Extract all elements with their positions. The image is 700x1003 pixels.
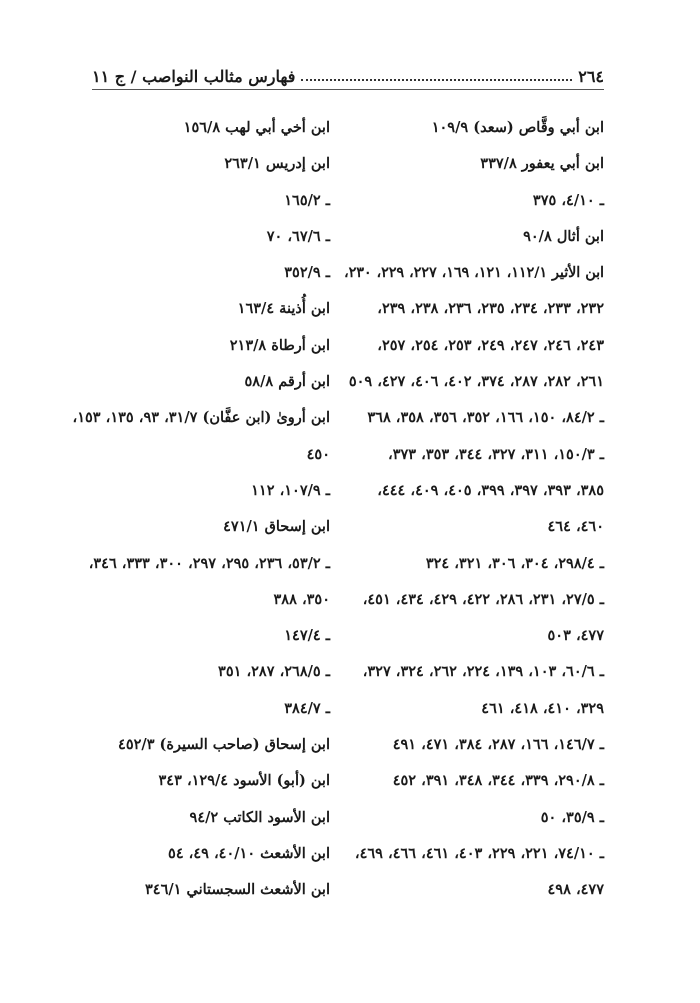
index-line: ـ ٢٩٠/٨، ٣٣٩، ٣٤٤، ٣٤٨، ٣٩١، ٤٥٢ xyxy=(392,772,604,790)
index-line: ـ ٥٣/٢، ٢٣٦، ٢٩٥، ٢٩٧، ٣٠٠، ٣٣٣، ٣٤٦، xyxy=(88,554,330,572)
index-line: ابن أخي أبي لهب ١٥٦/٨ xyxy=(183,119,330,136)
index-line: ـ ٢٦٨/٥، ٢٨٧، ٣٥١ xyxy=(218,663,330,681)
header-rule xyxy=(92,89,604,90)
index-line: ابن إسحاق (صاحب السيرة) ٤٥٢/٣ xyxy=(118,736,330,754)
index-line: ـ ١٤٦/٧، ١٦٦، ٢٨٧، ٣٨٤، ٤٧١، ٤٩١ xyxy=(392,736,604,754)
index-line: ابن إدريس ٢٦٣/١ xyxy=(224,155,330,173)
index-line: ابن (أبو) الأسود ١٢٩/٤، ٣٤٣ xyxy=(158,772,330,790)
dotted-leader xyxy=(301,79,572,81)
index-line: ابن الأشعث ٤٠/١٠، ٤٩، ٥٤ xyxy=(168,844,330,862)
page-header xyxy=(92,60,604,86)
index-line: ٤٧٧، ٥٠٣ xyxy=(547,627,604,645)
index-line: ـ ٦٠/٦، ١٠٣، ١٣٩، ٢٢٤، ٢٦٢، ٣٢٤، ٣٢٧، xyxy=(362,663,604,681)
index-line: ـ ٧٤/١٠، ٢٢١، ٢٢٩، ٤٠٣، ٤٦١، ٤٦٦، ٤٦٩، xyxy=(354,844,604,862)
index-line: ـ ٦٧/٦، ٧٠ xyxy=(266,227,330,245)
index-line: ـ ١٦٥/٢ xyxy=(284,191,330,209)
index-line: ـ ١٤٧/٤ xyxy=(284,627,330,645)
index-line: ـ ١٥٠/٣، ٣١١، ٣٢٧، ٣٤٤، ٣٥٣، ٣٧٣، xyxy=(388,445,604,463)
index-line: ٤٥٠ xyxy=(306,445,330,463)
index-column-left xyxy=(70,110,330,909)
index-line: ابن أبي يعفور ٣٣٧/٨ xyxy=(480,155,604,173)
index-line: ـ ٢٩٨/٤، ٣٠٤، ٣٠٦، ٣٢١، ٣٢٤ xyxy=(425,554,604,572)
index-line: ـ ٣٥٢/٩ xyxy=(284,264,330,282)
index-line: ابن الأثير ١١٢/١، ١٢١، ١٦٩، ٢٢٧، ٢٢٩، ٢٣٠، xyxy=(343,265,604,282)
index-line: ٣٨٥، ٣٩٣، ٣٩٧، ٣٩٩، ٤٠٥، ٤٠٩، ٤٤٤، xyxy=(377,481,604,499)
index-line: ابن أرقم ٥٨/٨ xyxy=(244,373,330,391)
page-number: ٢٦٤ xyxy=(578,67,604,86)
index-line: ابن الأسود الكاتب ٩٤/٢ xyxy=(189,808,330,826)
index-column-right xyxy=(344,110,604,909)
index-line: ـ ٨٤/٢، ١٥٠، ١٦٦، ٣٥٢، ٣٥٦، ٣٥٨، ٣٦٨ xyxy=(367,409,604,427)
index-line: ابن أرطاة ٢١٣/٨ xyxy=(229,336,330,354)
index-line: ابن أروىٰ (ابن عفَّان) ٣١/٧، ٩٣، ١٣٥، ١٥٣، xyxy=(72,409,330,427)
index-line: ابن أثال ٩٠/٨ xyxy=(523,227,604,245)
running-title: فهارس مثالب النواصب / ج ١١ xyxy=(92,67,296,86)
index-line: ـ ٤/١٠، ٣٧٥ xyxy=(532,191,604,209)
index-line: ابن أبي وقَّاص (سعد) ١٠٩/٩ xyxy=(431,119,604,136)
index-line: ٤٧٧، ٤٩٨ xyxy=(547,881,604,899)
index-line: ـ ٣٥/٩، ٥٠ xyxy=(540,808,604,826)
index-line: ٢٦١، ٢٨٢، ٢٨٧، ٣٧٤، ٤٠٢، ٤٠٦، ٤٢٧، ٥٠٩ xyxy=(348,373,604,391)
index-line: ابن الأشعث السجستاني ٣٤٦/١ xyxy=(145,881,330,899)
index-line: ـ ٣٨٤/٧ xyxy=(284,699,330,717)
index-line: ابن إسحاق ٤٧١/١ xyxy=(223,518,330,536)
index-line: ابن أُذينة ١٦٣/٤ xyxy=(237,300,330,318)
index-line: ـ ١٠٧/٩، ١١٢ xyxy=(251,481,330,499)
index-line: ٣٢٩، ٤١٠، ٤١٨، ٤٦١ xyxy=(481,699,604,717)
index-line: ٣٥٠، ٣٨٨ xyxy=(273,590,330,608)
index-line: ٤٦٠، ٤٦٤ xyxy=(547,518,604,536)
index-line: ٢٤٣، ٢٤٦، ٢٤٧، ٢٤٩، ٢٥٣، ٢٥٤، ٢٥٧، xyxy=(377,336,604,354)
index-line: ـ ٢٧/٥، ٢٣١، ٢٨٦، ٤٢٢، ٤٢٩، ٤٣٤، ٤٥١، xyxy=(362,590,604,608)
index-line: ٢٣٢، ٢٣٣، ٢٣٤، ٢٣٥، ٢٣٦، ٢٣٨، ٢٣٩، xyxy=(377,300,604,318)
